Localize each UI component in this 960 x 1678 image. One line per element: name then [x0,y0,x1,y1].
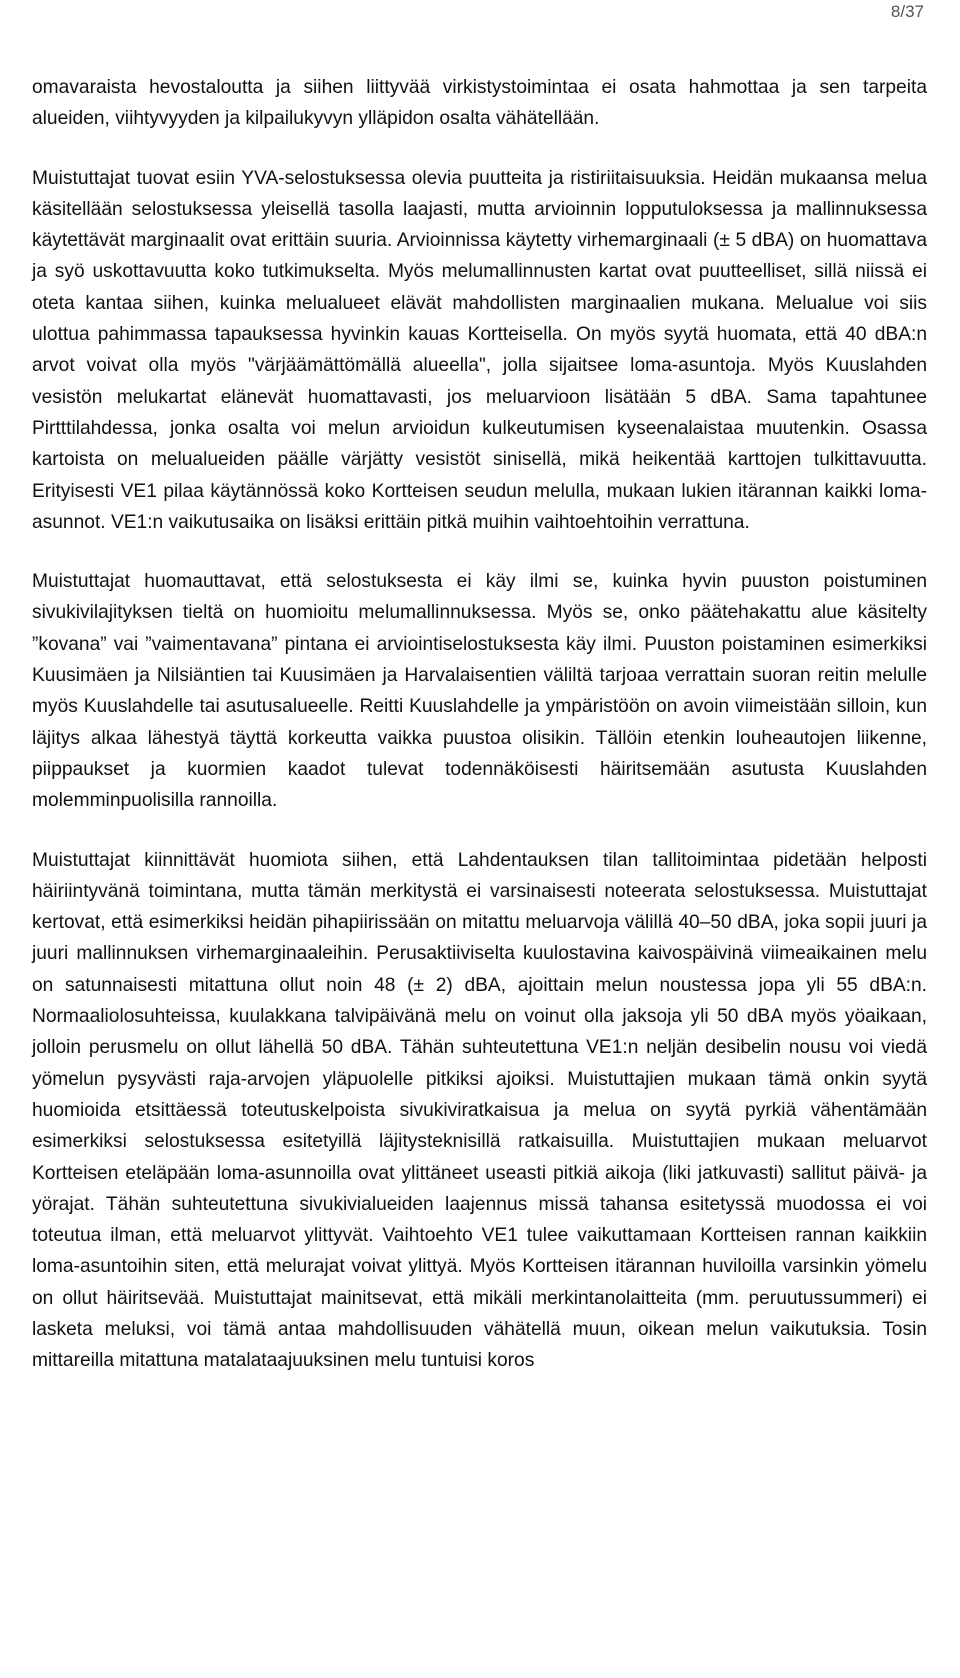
paragraph-2: Muistuttajat tuovat esiin YVA-selostuksessa olevia puutteita ja ristiriitaisuuksia. Heidän mukaansa melua käsitellään selostuksessa yleisellä tasolla laajasti, mutta arvioinnin lopputuloksessa ja mallinnuksessa käytettävät marginaalit ovat erittäin suuria. Arvioinnissa käytetty virhemarginaali (± 5 dBA) on huomattava ja syö uskottavuutta koko tutkimukselta. Myös melumallinnusten kartat ovat puutteelliset, sillä niissä ei oteta kantaa siihen, kuinka melualueet elävät mahdollisten marginaalien mukana. Melualue voi siis ulottua pahimmassa tapauksessa hyvinkin kauas Kortteisella. On myös syytä huomata, että 40 dBA:n arvot voivat olla myös "värjäämättömällä alueella", jolla sijaitsee loma-asuntoja. Myös Kuuslahden vesistön melukartat elänevät huomattavasti, jos meluarvioon lisätään 5 dBA. Sama tapahtunee Pirtttilahdessa, jonka osalta voi melun arvioidun kulkeutumisen kyseenalaistaa muutenkin. Osassa kartoista on melualueiden päälle värjätty vesistöt sinisellä, mikä heikentää karttojen tulkittavuutta. Erityisesti VE1 pilaa käytännössä koko Kortteisen seudun melulla, mukaan lukien itärannan kaikki loma-asunnot. VE1:n vaikutusaika on lisäksi erittäin pitkä muihin vaihtoehtoihin verrattuna. [32,167,927,533]
document-body [32,72,927,1405]
paragraph-1: omavaraista hevostaloutta ja siihen liittyvää virkistystoimintaa ei osata hahmottaa ja sen tarpeita alueiden, viihtyvyyden ja kilpailukyvyn ylläpidon osalta vähätellään. [32,77,927,130]
page-number: 8/37 [890,2,924,21]
paragraph-4: Muistuttajat kiinnittävät huomiota siihen, että Lahdentauksen tilan tallitoimintaa pidetään helposti häiriintyvänä toimintana, mutta tämän merkitystä ei varsinaisesti noteerata selostuksessa. Muistuttajat kertovat, että esimerkiksi heidän pihapiirissään on mitattu meluarvoja välillä 40–50 dBA, joka sopii juuri ja juuri mallinnuksen virhemarginaaleihin. Perusaktiiviselta kuulostavina kaivospäivinä viimeaikainen melu on satunnaisesti mitattuna ollut noin 48 (± 2) dBA, ajoittain melun noustessa jopa yli 55 dBA:n. Normaaliolosuhteissa, kuulakkana talvipäivänä melu on voinut olla jaksoja yli 50 dBA myös yöaikaan, jolloin perusmelu on ollut lähellä 50 dBA. Tähän suhteutettuna VE1:n neljän desibelin nousu voi viedä yömelun pysyvästi raja-arvojen yläpuolelle pitkiksi ajoiksi. Muistuttajien mukaan tämä onkin syytä huomioida etsittäessä toteutuskelpoista sivukiviratkaisua ja melua on syytä pyrkiä vähentämään esimerkiksi selostuksessa esitetyillä läjitysteknisillä ratkaisuilla. Muistuttajien mukaan meluarvot Kortteisen eteläpään loma-asunnoilla ovat ylittäneet useasti pitkiä aikoja (liki jatkuvasti) sallitut päivä- ja yörajat. Tähän suhteutettuna sivukivialueiden laajennus missä tahansa esitetyssä muodossa ei voi toteutua ilman, että meluarvot ylittyvät. Vaihtoehto VE1 tulee vaikuttamaan Kortteisen rannan kaikkiin loma-asuntoihin siten, että melurajat voivat ylittyä. Myös Kortteisen itärannan huviloilla varsinkin yömelu on ollut häiritsevää. Muistuttajat mainitsevat, että mikäli merkintanolaitteita (mm. peruutussummeri) ei lasketa meluksi, voi tämä antaa mahdollisuuden vähätellä muun, oikean melun vaikutuksia. Tosin mittareilla mitattuna matalataajuuksinen melu tuntuisi koros [32,849,927,1372]
paragraph-3: Muistuttajat huomauttavat, että selostuksesta ei käy ilmi se, kuinka hyvin puuston poistuminen sivukivilajityksen tieltä on huomioitu melumallinnuksessa. Myös se, onko päätehakattu alue käsitelty ”kovana” vai ”vaimentavana” pintana ei arviointiselostuksesta käy ilmi. Puuston poistaminen esimerkiksi Kuusimäen ja Nilsiäntien tai Kuusimäen ja Harvalaisentien väliltä tarjoaa verrattain suoran reitin melulle myös Kuuslahdelle tai asutusalueelle. Reitti Kuuslahdelle ja ympäristöön on avoin viimeistään silloin, kun läjitys alkaa lähestyä täyttä korkeutta vaikka puustoa olisikin. Tällöin etenkin louheautojen liikenne, piippaukset ja kuormien kaadot tulevat todennäköisesti häiritsemään asutusta Kuuslahden molemminpuolisilla rannoilla. [32,571,927,812]
